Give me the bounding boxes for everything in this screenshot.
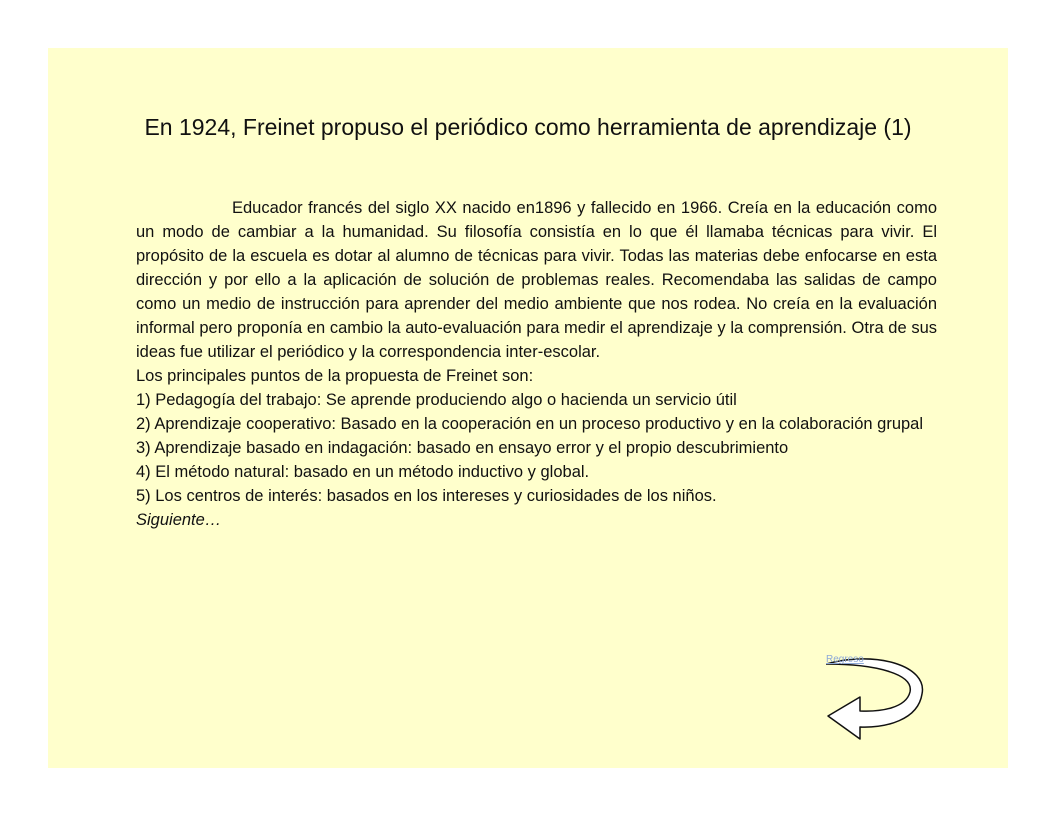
points-list — [136, 388, 937, 508]
list-item: 2) Aprendizaje cooperativo: Basado en la cooperación en un proceso productivo y en la colaboración grupal — [136, 415, 924, 433]
list-item: 3) Aprendizaje basado en indagación: basado en ensayo error y el propio descubrimiento — [136, 439, 789, 457]
biography-paragraph: Educador francés del siglo XX nacido en1896 y fallecido en 1966. Creía en la educación como un modo de cambiar a la humanidad. Su filosofía consistía en lo que él llamaba técnicas para vivir. El propósito de la escuela es dotar al alumno de técnicas para vivir. Todas las materias debe enfocarse en esta dirección y por ello a la aplicación de solución de problemas reales. Recomendaba las salidas de campo como un medio de instrucción para aprender del medio ambiente que nos rodea. No creía en la evaluación informal pero proponía en cambio la auto-evaluación para medir el aprendizaje y la comprensión. Otra de sus ideas fue utilizar el periódico y la correspondencia inter-escolar. — [136, 199, 937, 361]
next-link[interactable]: Siguiente… — [136, 511, 222, 529]
slide-title: En 1924, Freinet propuso el periódico como herramienta de aprendizaje (1) — [144, 114, 912, 140]
list-item: 5) Los centros de interés: basados en los intereses y curiosidades de los niños. — [136, 487, 717, 505]
slide-body — [136, 196, 937, 532]
curved-back-arrow-icon — [826, 654, 926, 744]
back-link-label[interactable]: Regreso — [826, 654, 864, 665]
slide — [48, 48, 1008, 768]
list-intro: Los principales puntos de la propuesta de Freinet son: — [136, 367, 534, 385]
list-item: 4) El método natural: basado en un método inductivo y global. — [136, 463, 590, 481]
list-item: 1) Pedagogía del trabajo: Se aprende produciendo algo o hacienda un servicio útil — [136, 391, 737, 409]
back-button[interactable] — [826, 654, 926, 744]
